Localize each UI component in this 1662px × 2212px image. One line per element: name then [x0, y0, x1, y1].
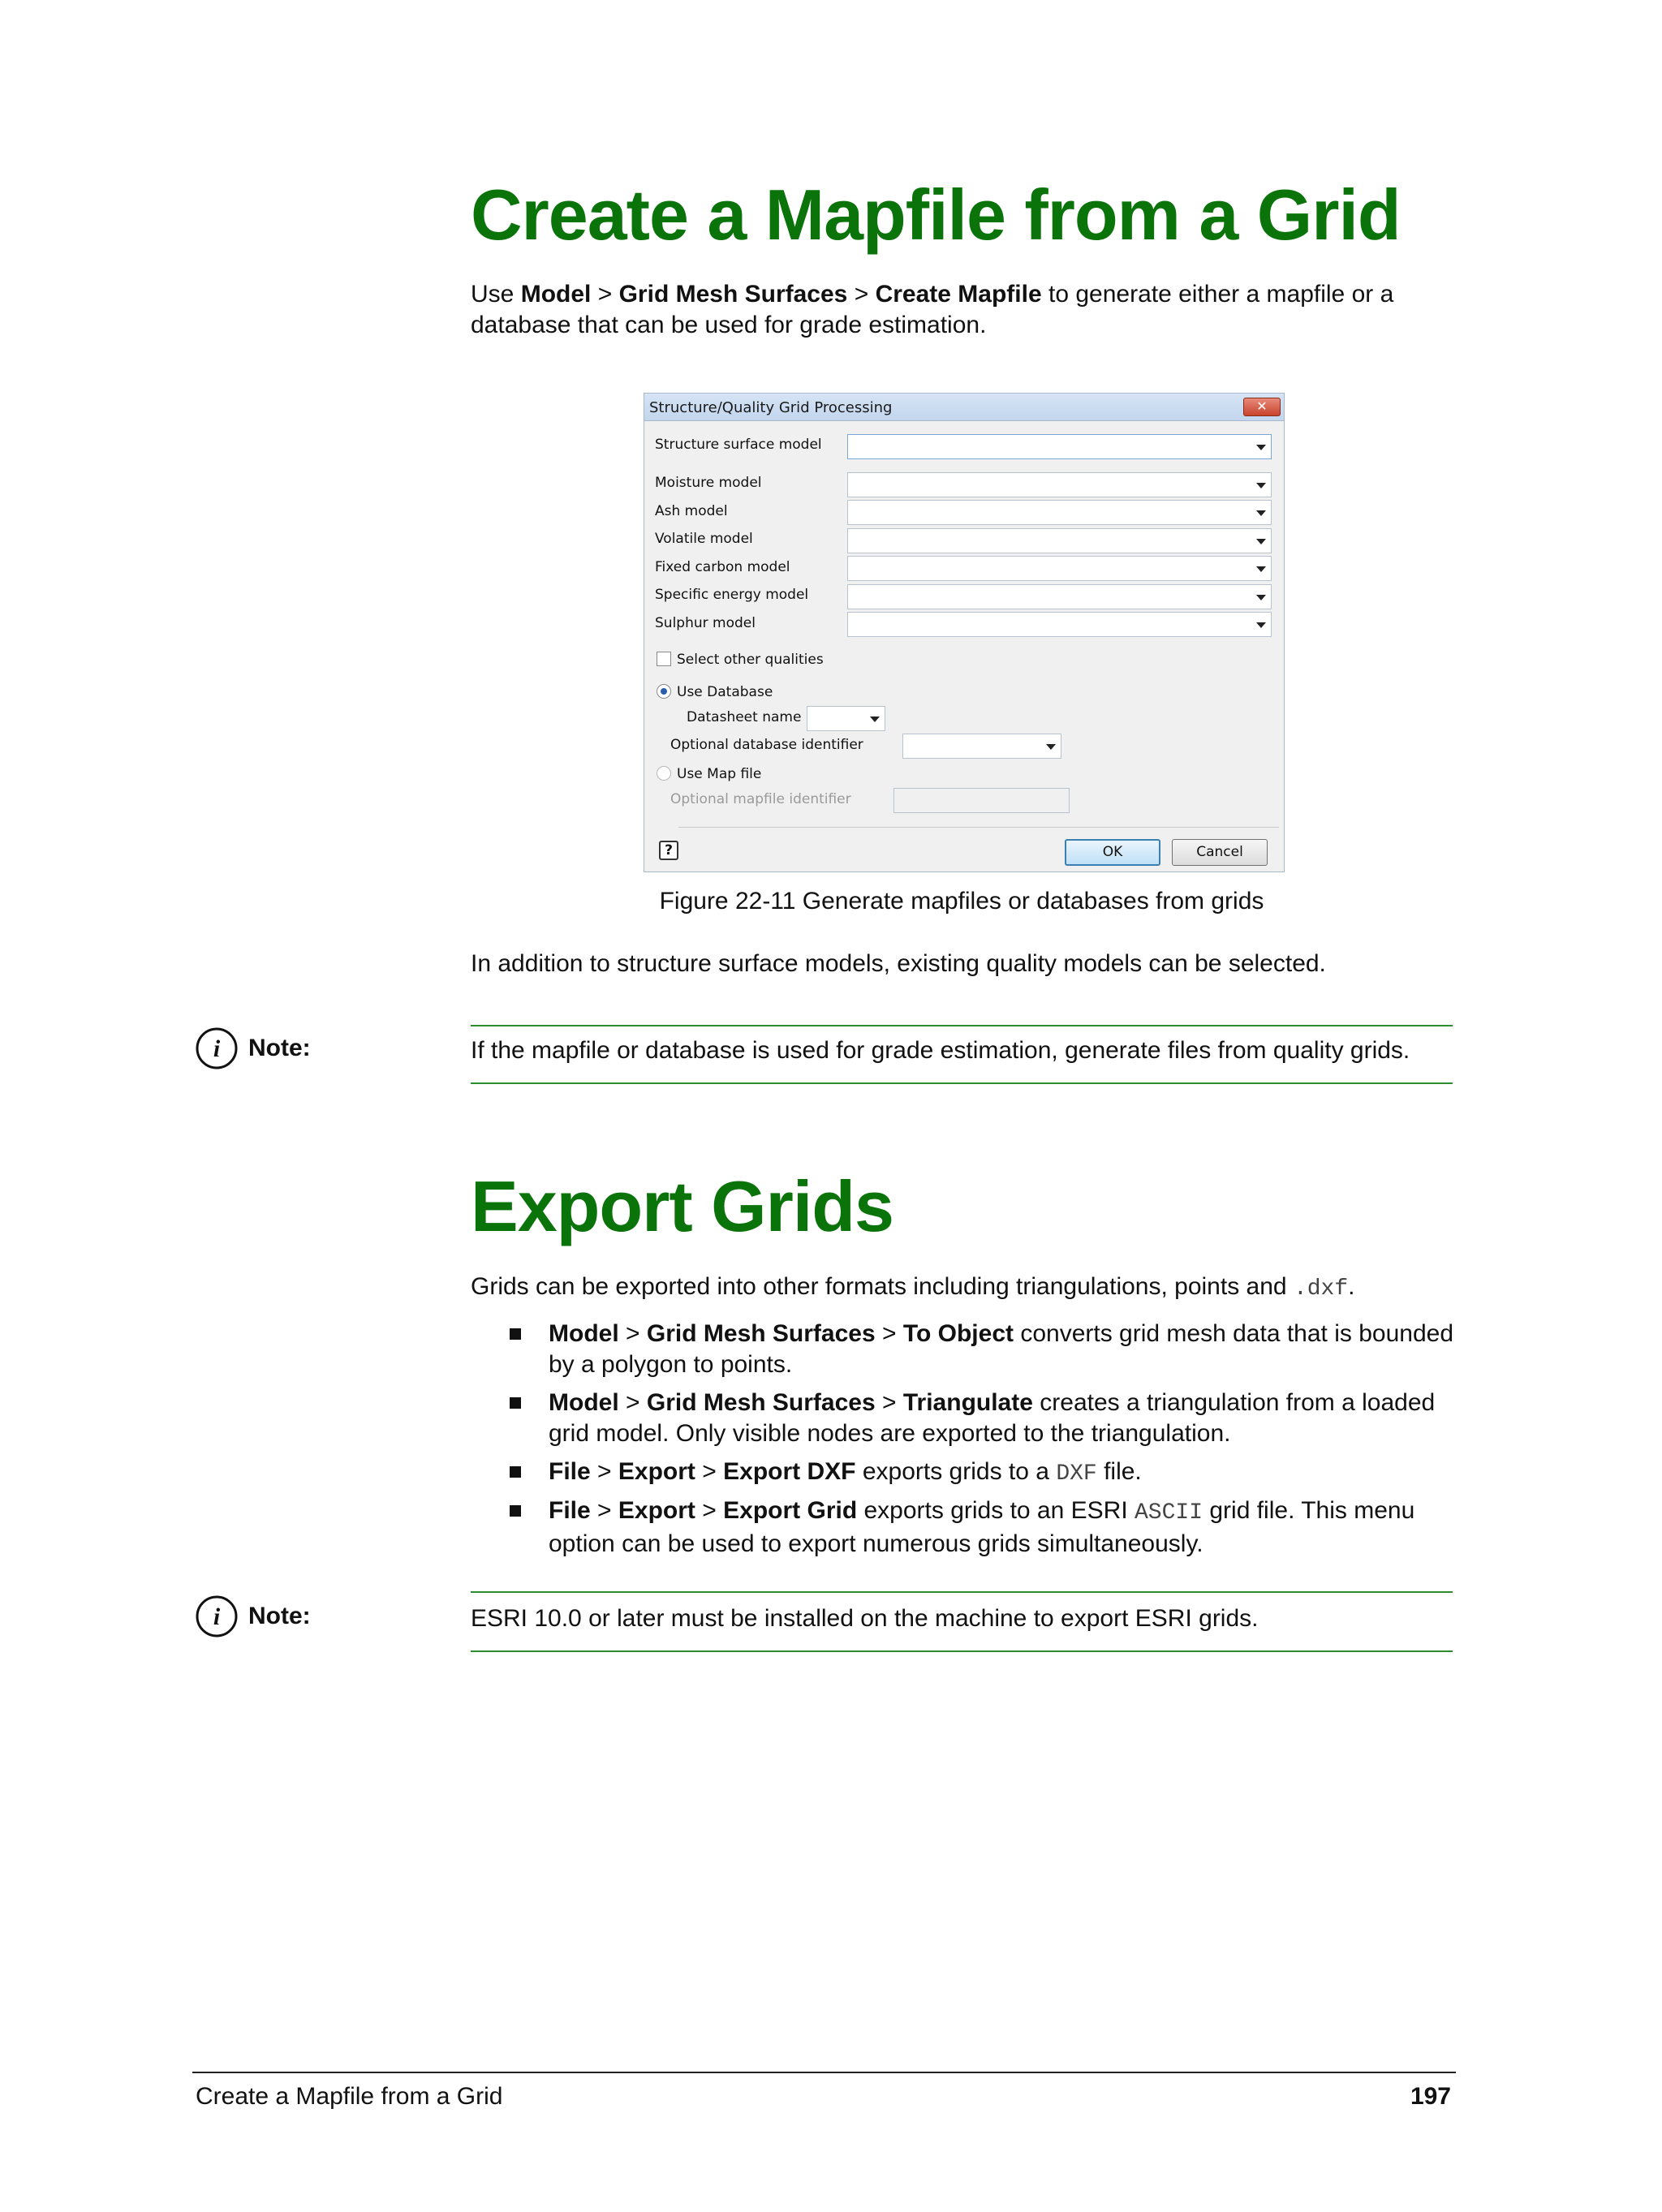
- footer-rule: [192, 2072, 1456, 2073]
- svg-text:i: i: [213, 1603, 221, 1630]
- structure-surface-model-label: Structure surface model: [655, 437, 822, 453]
- chevron-down-icon: [870, 717, 880, 722]
- export-intro: Grids can be exported into other formats including triangulations, points and .dxf.: [471, 1273, 1355, 1302]
- specific-energy-model-label: Specific energy model: [655, 587, 809, 603]
- note-label: Note:: [248, 1603, 311, 1629]
- menu-grid-mesh-surfaces: Grid Mesh Surfaces: [618, 281, 848, 308]
- volatile-model-select[interactable]: [847, 528, 1272, 553]
- code-dxf: .dxf: [1293, 1276, 1349, 1302]
- bullet-icon: [510, 1397, 521, 1409]
- optional-mapfile-identifier-label: Optional mapfile identifier: [670, 791, 851, 807]
- sulphur-model-label: Sulphur model: [655, 615, 756, 631]
- fixed-carbon-model-label: Fixed carbon model: [655, 559, 790, 575]
- fixed-carbon-model-select[interactable]: [847, 556, 1272, 581]
- optional-database-identifier-label: Optional database identifier: [670, 737, 863, 753]
- menu-create-mapfile: Create Mapfile: [875, 281, 1042, 308]
- datasheet-name-label: Datasheet name: [687, 709, 802, 725]
- note-top-rule: [471, 1025, 1453, 1026]
- select-other-qualities-checkbox[interactable]: [657, 652, 671, 666]
- note-text: If the mapfile or database is used for grade estimation, generate files from quality grids.: [471, 1037, 1410, 1064]
- section-title-export-grids: Export Grids: [471, 1166, 893, 1246]
- use-database-label: Use Database: [677, 684, 773, 700]
- use-map-file-radio[interactable]: [657, 766, 671, 781]
- cancel-button[interactable]: Cancel: [1172, 839, 1268, 866]
- page-title: Create a Mapfile from a Grid: [471, 174, 1401, 255]
- note-text: ESRI 10.0 or later must be installed on the machine to export ESRI grids.: [471, 1605, 1259, 1632]
- ok-button[interactable]: OK: [1065, 839, 1160, 866]
- chevron-down-icon: [1256, 539, 1266, 544]
- footer-section-title: Create a Mapfile from a Grid: [196, 2083, 503, 2110]
- chevron-down-icon: [1256, 445, 1266, 450]
- chevron-down-icon: [1256, 595, 1266, 600]
- info-icon: [195, 1594, 239, 1638]
- close-icon[interactable]: ✕: [1243, 398, 1281, 416]
- note-label: Note:: [248, 1035, 311, 1061]
- optional-database-identifier-select[interactable]: [902, 734, 1061, 759]
- chevron-down-icon: [1256, 622, 1266, 628]
- select-other-qualities-label: Select other qualities: [677, 652, 824, 668]
- chevron-down-icon: [1256, 483, 1266, 488]
- svg-text:i: i: [213, 1035, 221, 1062]
- dialog-titlebar: [644, 394, 1284, 421]
- chevron-down-icon: [1046, 744, 1056, 750]
- bullet-icon: [510, 1328, 521, 1340]
- figure-caption: Figure 22-11 Generate mapfiles or databases from grids: [659, 888, 1264, 914]
- datasheet-name-select[interactable]: [807, 706, 885, 731]
- volatile-model-label: Volatile model: [655, 531, 753, 547]
- menu-model: Model: [520, 281, 592, 308]
- page-number: 197: [1410, 2083, 1451, 2110]
- note-bottom-rule: [471, 1082, 1453, 1084]
- info-icon: [195, 1026, 239, 1070]
- moisture-model-label: Moisture model: [655, 475, 762, 491]
- grid-processing-dialog: [644, 393, 1285, 872]
- structure-surface-model-select[interactable]: [847, 434, 1272, 459]
- chevron-down-icon: [1256, 510, 1266, 516]
- intro-paragraph: Use Model > Grid Mesh Surfaces > Create Mapfile to generate either a mapfile or a database that can be used for grade estimation.: [471, 281, 1394, 338]
- help-icon[interactable]: ?: [659, 841, 678, 860]
- quality-paragraph: In addition to structure surface models, existing quality models can be selected.: [471, 950, 1326, 977]
- chevron-down-icon: [1256, 566, 1266, 572]
- specific-energy-model-select[interactable]: [847, 584, 1272, 609]
- code-dxf-upper: DXF: [1056, 1461, 1097, 1487]
- note-bottom-rule: [471, 1650, 1453, 1652]
- ash-model-select[interactable]: [847, 500, 1272, 525]
- sulphur-model-select[interactable]: [847, 612, 1272, 637]
- use-database-radio[interactable]: [657, 684, 671, 699]
- moisture-model-select[interactable]: [847, 472, 1272, 497]
- code-ascii: ASCII: [1135, 1500, 1203, 1526]
- ash-model-label: Ash model: [655, 503, 728, 519]
- use-map-file-label: Use Map file: [677, 766, 762, 782]
- dialog-separator: [678, 827, 1279, 828]
- bullet-icon: [510, 1505, 521, 1517]
- bullet-icon: [510, 1466, 521, 1478]
- dialog-title: Structure/Quality Grid Processing: [649, 399, 893, 416]
- optional-mapfile-identifier-input[interactable]: [893, 788, 1070, 813]
- note-top-rule: [471, 1591, 1453, 1593]
